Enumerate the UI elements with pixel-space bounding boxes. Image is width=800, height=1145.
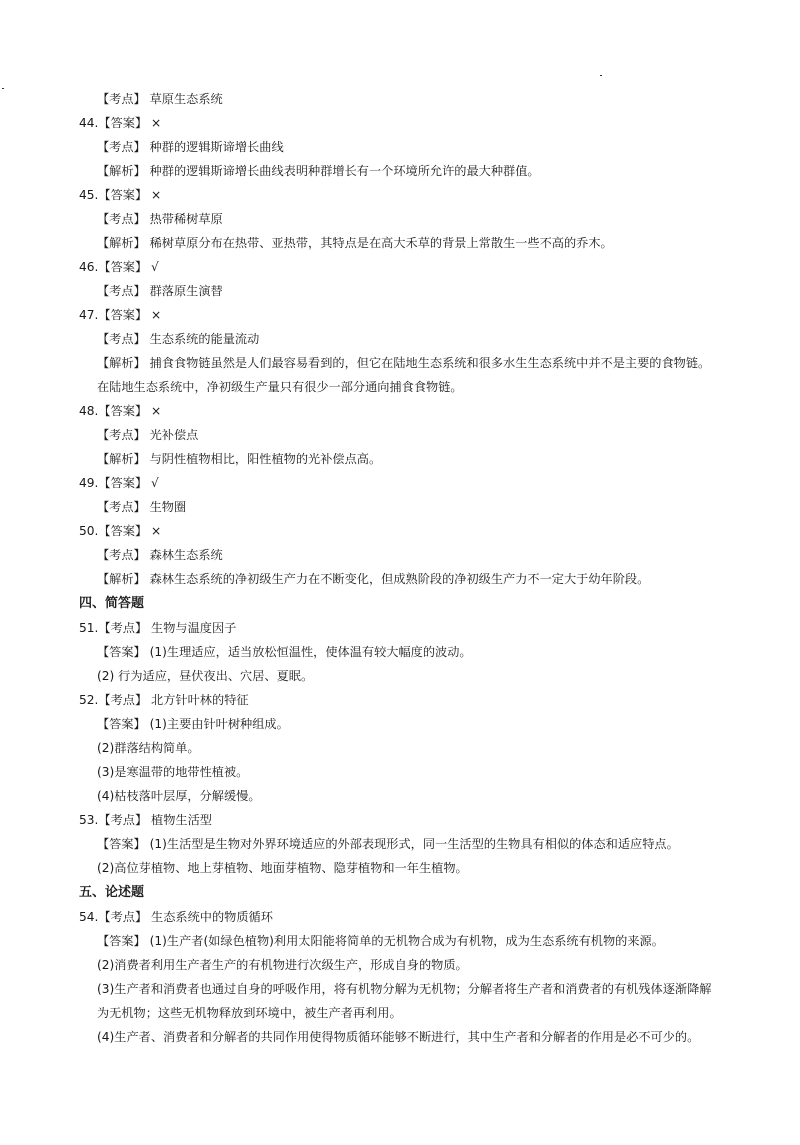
text-line: (4)生产者、消费者和分解者的共同作用使得物质循环能够不断进行，其中生产者和分解者的作用是必不可少的。 bbox=[97, 1030, 700, 1044]
scan-speck bbox=[2, 88, 4, 89]
text-line: 44.【答案】 × bbox=[79, 116, 162, 130]
text-line: 52.【考点】 北方针叶林的特征 bbox=[79, 693, 249, 707]
text-line: 【答案】 (1)主要由针叶树种组成。 bbox=[97, 717, 289, 731]
text-line: (2)群落结构简单。 bbox=[97, 741, 200, 755]
text-line: 【答案】 (1)生活型是生物对外界环境适应的外部表现形式，同一生活型的生物具有相似的体态和适应特点。 bbox=[97, 837, 679, 851]
text-line: 【考点】 生物圈 bbox=[97, 500, 187, 514]
text-line: (2) 行为适应，昼伏夜出、穴居、夏眠。 bbox=[97, 669, 314, 683]
text-line: (4)枯枝落叶层厚，分解缓慢。 bbox=[97, 789, 261, 803]
text-line: 48.【答案】 × bbox=[79, 404, 162, 418]
text-line: 【考点】 热带稀树草原 bbox=[97, 212, 223, 226]
text-line: 【解析】 与阴性植物相比，阳性植物的光补偿点高。 bbox=[97, 452, 382, 466]
text-line: 【答案】 (1)生理适应，适当放松恒温性，使体温有较大幅度的波动。 bbox=[97, 645, 472, 659]
text-line: 46.【答案】 √ bbox=[79, 260, 159, 274]
text-line: 【考点】 草原生态系统 bbox=[97, 92, 223, 106]
text-line: 51.【考点】 生物与温度因子 bbox=[79, 621, 237, 635]
text-line: 【考点】 光补偿点 bbox=[97, 428, 199, 442]
text-line: 47.【答案】 × bbox=[79, 308, 162, 322]
section-heading: 四、简答题 bbox=[79, 596, 145, 611]
text-line: (2)消费者利用生产者生产的有机物进行次级生产，形成自身的物质。 bbox=[97, 958, 468, 972]
text-line: (3)生产者和消费者也通过自身的呼吸作用，将有机物分解为无机物；分解者将生产者和消费者的有机残体逐渐降解 bbox=[97, 982, 712, 996]
text-line: 【考点】 森林生态系统 bbox=[97, 548, 223, 562]
text-line: 【解析】 捕食食物链虽然是人们最容易看到的，但它在陆地生态系统和很多水生生态系统中并不是主要的食物链。 bbox=[97, 356, 711, 370]
text-line: 【解析】 种群的逻辑斯谛增长曲线表明种群增长有一个环境所允许的最大种群值。 bbox=[97, 164, 540, 178]
text-line: 54.【考点】 生态系统中的物质循环 bbox=[79, 910, 273, 924]
text-line: 【考点】 生态系统的能量流动 bbox=[97, 332, 260, 346]
text-line: 在陆地生态系统中，净初级生产量只有很少一部分通向捕食食物链。 bbox=[97, 380, 463, 394]
text-line: 45.【答案】 × bbox=[79, 188, 162, 202]
text-line: 【考点】 群落原生演替 bbox=[97, 284, 223, 298]
text-line: 【解析】 稀树草原分布在热带、亚热带，其特点是在高大禾草的背景上常散生一些不高的乔木。 bbox=[97, 236, 613, 250]
text-line: (2)高位芽植物、地上芽植物、地面芽植物、隐芽植物和一年生植物。 bbox=[97, 861, 468, 875]
text-line: 【考点】 种群的逻辑斯谛增长曲线 bbox=[97, 140, 284, 154]
scan-speck bbox=[600, 75, 602, 76]
text-line: 【解析】 森林生态系统的净初级生产力在不断变化，但成熟阶段的净初级生产力不一定大于幼年阶段。 bbox=[97, 572, 650, 586]
text-line: (3)是寒温带的地带性植被。 bbox=[97, 765, 249, 779]
text-line: 【答案】 (1)生产者(如绿色植物)利用太阳能将简单的无机物合成为有机物，成为生态系统有机物的来源。 bbox=[97, 934, 664, 948]
section-heading: 五、论述题 bbox=[79, 885, 145, 900]
text-line: 50.【答案】 × bbox=[79, 524, 162, 538]
text-line: 49.【答案】 √ bbox=[79, 476, 159, 490]
text-line: 为无机物；这些无机物释放到环境中，被生产者再利用。 bbox=[97, 1006, 402, 1020]
text-line: 53.【考点】 植物生活型 bbox=[79, 813, 212, 827]
